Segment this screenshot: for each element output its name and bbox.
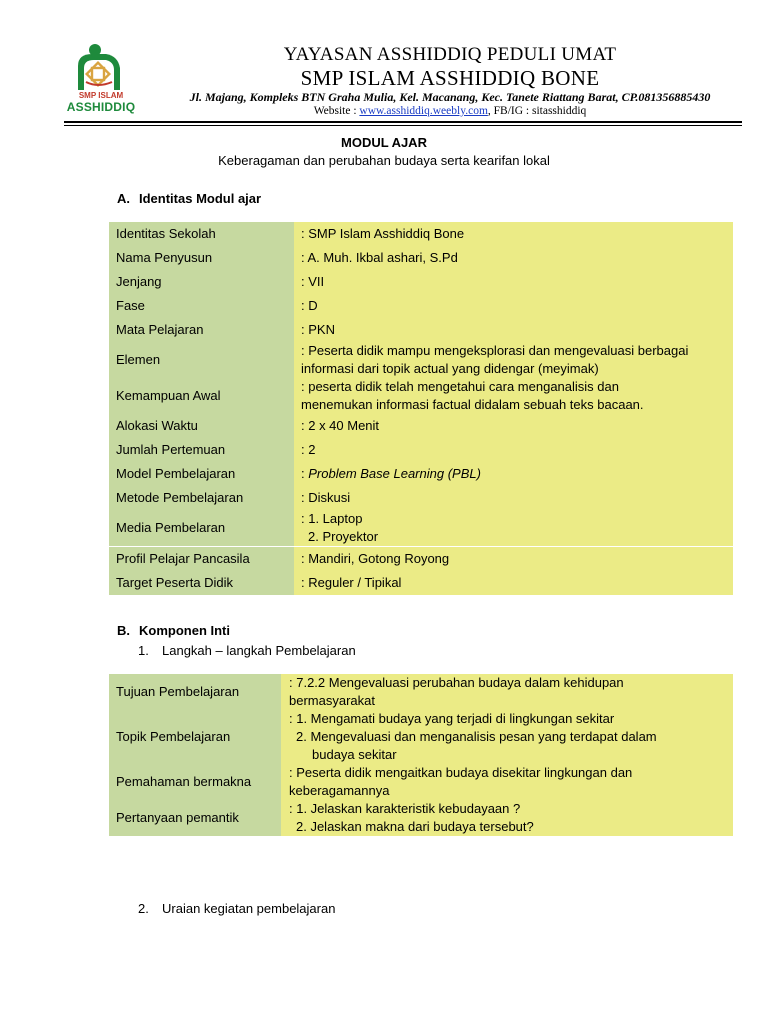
document-subtitle: Keberagaman dan perubahan budaya serta kearifan lokal xyxy=(218,153,550,168)
row-value: : PKN xyxy=(294,318,733,342)
school-address: Jl. Majang, Kompleks BTN Graha Mulia, Kel. Macanang, Kec. Tanete Riattang Barat, CP.081356885430 xyxy=(189,90,711,104)
table-row xyxy=(109,438,733,462)
value-italic: Problem Base Learning (PBL) xyxy=(308,466,481,481)
row-value xyxy=(281,710,733,764)
value-line: : Peserta didik mampu mengeksplorasi dan mengevaluasi berbagai xyxy=(301,343,689,358)
step-1-title: Langkah – langkah Pembelajaran xyxy=(162,643,356,658)
value-line: 2. Jelaskan makna dari budaya tersebut? xyxy=(296,819,534,834)
table-row xyxy=(109,246,733,270)
row-label: Topik Pembelajaran xyxy=(109,710,281,764)
row-label: Jumlah Pertemuan xyxy=(109,438,294,462)
section-a-heading xyxy=(117,191,261,206)
value-line: : 7.2.2 Mengevaluasi perubahan budaya dalam kehidupan xyxy=(289,675,624,690)
table-row xyxy=(109,222,733,246)
row-value xyxy=(294,378,733,414)
table-row xyxy=(109,710,733,764)
row-value: : VII xyxy=(294,270,733,294)
social-label: , FB/IG : sitasshiddiq xyxy=(487,105,587,117)
step-2-heading xyxy=(138,901,335,916)
school-logo xyxy=(62,42,140,116)
table-row xyxy=(109,800,733,836)
row-label: Nama Penyusun xyxy=(109,246,294,270)
mosque-emblem-icon xyxy=(62,42,140,92)
row-value xyxy=(294,462,733,486)
row-value xyxy=(294,510,733,547)
row-label: Media Pembelaran xyxy=(109,510,294,547)
logo-text-top: SMP ISLAM xyxy=(78,91,124,100)
table-row xyxy=(109,270,733,294)
row-label: Fase xyxy=(109,294,294,318)
row-label: Elemen xyxy=(109,342,294,378)
table-row xyxy=(109,571,733,595)
section-b-letter: B. xyxy=(117,623,130,638)
value-line: informasi dari topik actual yang didengar (meyimak) xyxy=(301,361,599,376)
table-row xyxy=(109,342,733,378)
value-line: : 1. Laptop xyxy=(301,511,363,526)
row-value: : Diskusi xyxy=(294,486,733,510)
row-value xyxy=(281,800,733,836)
value-line: bermasyarakat xyxy=(289,693,375,708)
table-row xyxy=(109,547,733,571)
document-title: MODUL AJAR xyxy=(341,135,427,150)
value-line: : Peserta didik mengaitkan budaya disekitar lingkungan dan xyxy=(289,765,633,780)
table-row xyxy=(109,510,733,547)
learning-steps-table xyxy=(109,674,733,836)
table-row xyxy=(109,414,733,438)
row-label: Target Peserta Didik xyxy=(109,571,294,595)
header-rule-thick xyxy=(64,121,742,123)
row-label: Metode Pembelajaran xyxy=(109,486,294,510)
school-name: SMP ISLAM ASSHIDDIQ BONE xyxy=(300,66,600,90)
website-link[interactable]: www.asshiddiq.weebly.com xyxy=(359,105,488,117)
row-value: : SMP Islam Asshiddiq Bone xyxy=(294,222,733,246)
identity-table xyxy=(109,222,733,595)
row-label: Identitas Sekolah xyxy=(109,222,294,246)
row-value: : A. Muh. Ikbal ashari, S.Pd xyxy=(294,246,733,270)
row-value xyxy=(294,342,733,378)
foundation-name: YAYASAN ASSHIDDIQ PEDULI UMAT xyxy=(283,44,617,65)
step-1-heading xyxy=(138,643,356,658)
value-prefix: : xyxy=(301,466,309,481)
value-line: 2. Mengevaluasi dan menganalisis pesan yang terdapat dalam xyxy=(296,729,657,744)
section-a-title: Identitas Modul ajar xyxy=(139,191,262,206)
value-line: 2. Proyektor xyxy=(308,529,379,544)
table-row xyxy=(109,486,733,510)
header-rule-thin xyxy=(64,125,742,126)
row-value: : Mandiri, Gotong Royong xyxy=(294,547,733,571)
table-row xyxy=(109,462,733,486)
section-b-heading xyxy=(117,623,230,638)
row-label: Model Pembelajaran xyxy=(109,462,294,486)
row-value: : 2 x 40 Menit xyxy=(294,414,733,438)
row-value: : 2 xyxy=(294,438,733,462)
step-2-number: 2. xyxy=(138,901,149,916)
table-row xyxy=(109,318,733,342)
row-value: : Reguler / Tipikal xyxy=(294,571,733,595)
value-line: : 1. Mengamati budaya yang terjadi di lingkungan sekitar xyxy=(289,711,615,726)
table-row xyxy=(109,378,733,414)
row-value xyxy=(281,674,733,710)
row-value xyxy=(281,764,733,800)
row-label: Kemampuan Awal xyxy=(109,378,294,414)
table-row xyxy=(109,294,733,318)
row-label: Pertanyaan pemantik xyxy=(109,800,281,836)
value-line: keberagamannya xyxy=(289,783,390,798)
row-label: Pemahaman bermakna xyxy=(109,764,281,800)
section-b-title: Komponen Inti xyxy=(139,623,230,638)
row-label: Jenjang xyxy=(109,270,294,294)
table-row xyxy=(109,674,733,710)
step-2-title: Uraian kegiatan pembelajaran xyxy=(162,901,336,916)
value-line: menemukan informasi factual didalam sebuah teks bacaan. xyxy=(301,397,644,412)
table-row xyxy=(109,764,733,800)
row-label: Mata Pelajaran xyxy=(109,318,294,342)
row-label: Tujuan Pembelajaran xyxy=(109,674,281,710)
section-a-letter: A. xyxy=(117,191,130,206)
step-1-number: 1. xyxy=(138,643,149,658)
row-label: Alokasi Waktu xyxy=(109,414,294,438)
value-line: budaya sekitar xyxy=(312,747,397,762)
school-contact xyxy=(140,105,760,117)
row-value: : D xyxy=(294,294,733,318)
row-label: Profil Pelajar Pancasila xyxy=(109,547,294,571)
website-label: Website : xyxy=(313,105,360,117)
value-line: : peserta didik telah mengetahui cara menganalisis dan xyxy=(301,379,619,394)
logo-text-bottom: ASSHIDDIQ xyxy=(66,100,136,114)
value-line: : 1. Jelaskan karakteristik kebudayaan ? xyxy=(289,801,521,816)
